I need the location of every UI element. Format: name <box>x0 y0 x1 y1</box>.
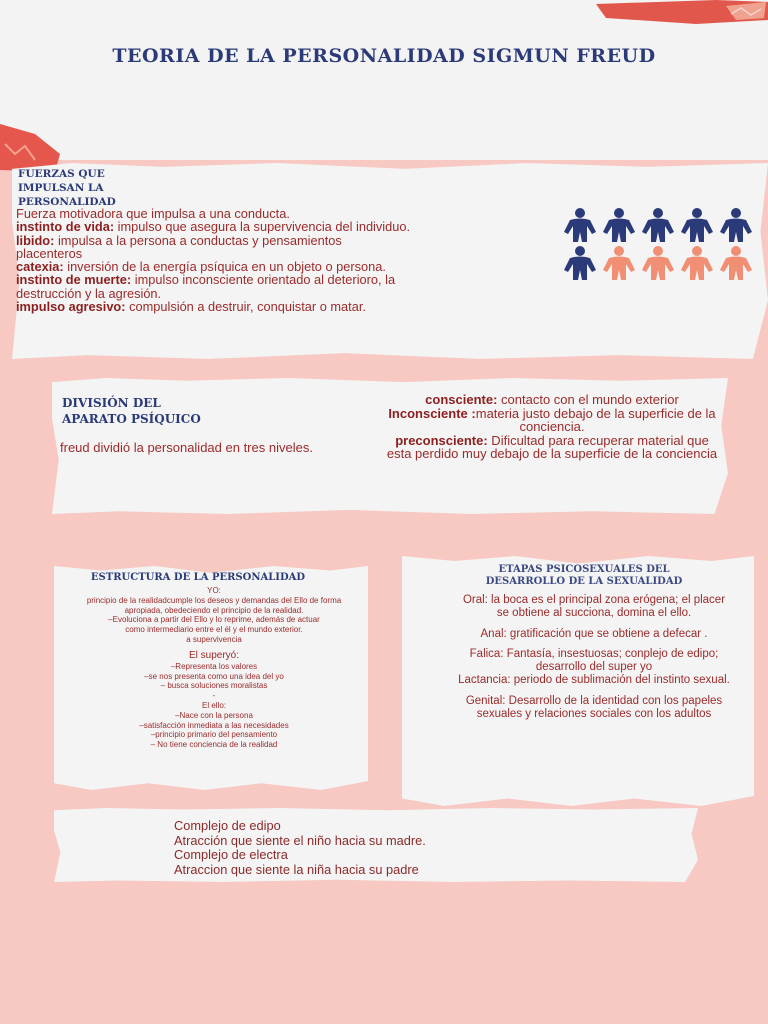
person-icon <box>720 246 752 280</box>
ello-line: – No tiene conciencia de la realidad <box>150 740 278 750</box>
edipo-line: Complejo de electra <box>174 847 288 862</box>
ello-line: –satisfacción inmediata a las necesidades <box>139 720 289 730</box>
superyo-title: El superyó: <box>188 649 240 661</box>
fuerza-item: libido: impulsa a la persona a conductas y pensamientos placenteros <box>16 232 342 261</box>
edipo-body <box>174 819 614 877</box>
person-icon <box>642 246 674 280</box>
etapas-body <box>456 594 732 728</box>
division-text: freud dividió la personalidad en tres niveles. <box>60 440 313 455</box>
yo-line: como intermediario entre el él y el mundo exterior. <box>125 625 303 635</box>
yo-line: principio de la realidadcumple los deseos y demandas del Ello de forma apropiada, obedeciendo el principio de la realidad. <box>86 595 342 615</box>
etapa-item: Genital: Desarrollo de la identidad con los papeles sexuales y relaciones sociales con los adultos <box>465 694 723 720</box>
etapa-item: Oral: la boca es el principal zona erógena; el placer se obtiene al succiona, domina el ello. <box>462 594 726 619</box>
person-icon <box>603 208 635 242</box>
fuerzas-heading: FUERZAS QUE IMPULSAN LA PERSONALIDAD <box>18 168 116 208</box>
person-icon <box>720 208 752 242</box>
ello-line: –principio primario del pensamiento <box>150 730 278 740</box>
level-item: preconsciente: Dificultad para recuperar material que esta perdido muy debajo de la superficie de la conciencia <box>386 432 718 461</box>
level-item: consciente: contacto con el mundo exterior <box>425 392 679 407</box>
header-band <box>0 0 768 160</box>
superyo-line: – busca soluciones moralistas <box>160 681 268 691</box>
level-item: Inconsciente :materia justo debajo de la superficie de la conciencia. <box>388 405 716 434</box>
etapas-heading: ETAPAS PSICOSEXUALES DEL DESARROLLO DE LA SEXUALIDAD <box>485 564 683 587</box>
estructura-heading: ESTRUCTURA DE LA PERSONALIDAD <box>90 572 306 583</box>
edipo-line: Complejo de edipo <box>174 818 281 833</box>
ello-title: El ello: <box>201 700 226 710</box>
person-icon <box>642 208 674 242</box>
decor-strip-top-right <box>596 0 768 24</box>
edipo-line: Atraccion que siente la niña hacia su padre <box>174 861 419 877</box>
yo-line: a supervivencia <box>186 634 242 644</box>
fuerza-item: impulso agresivo: compulsión a destruir, conquistar o matar. <box>16 299 366 315</box>
superyo-line: –se nos presenta como una idea del yo <box>144 671 284 681</box>
fuerzas-intro: Fuerza motivadora que impulsa a una conducta. <box>16 206 290 221</box>
yo-line: –Evoluciona a partir del Ello y lo reprime, además de actuar <box>108 615 320 625</box>
person-icon <box>681 208 713 242</box>
estructura-body <box>68 586 360 750</box>
ello-line: –Nace con la persona <box>175 710 253 720</box>
fuerza-item: instinto de muerte: impulso inconsciente orientado al deterioro, la destrucción y la agresión. <box>16 272 396 301</box>
person-icon <box>564 246 596 280</box>
yo-title: YO: <box>207 586 221 595</box>
etapa-item: Falica: Fantasía, insestuosas; conplejo de edipo; desarrollo del super yo Lactancia: periodo de sublimación del instinto sexual. <box>458 648 730 686</box>
superyo-line: –Representa los valores <box>170 661 258 671</box>
people-icon-grid <box>560 208 760 288</box>
page-title: TEORIA DE LA PERSONALIDAD SIGMUN FREUD <box>112 45 656 67</box>
edipo-line: Atracción que siente el niño hacia su madre. <box>174 832 426 848</box>
levels-list <box>384 393 720 461</box>
etapa-item: Anal: gratificación que se obtiene a defecar . <box>480 627 708 640</box>
division-heading: DIVISIÓN DEL APARATO PSÍQUICO <box>62 396 201 426</box>
person-icon <box>603 246 635 280</box>
fuerzas-body <box>16 207 411 313</box>
fuerza-item: catexia: inversión de la energía psíquica en un objeto o persona. <box>16 259 386 275</box>
fuerza-item: instinto de vida: impulso que asegura la supervivencia del individuo. <box>16 219 411 235</box>
person-icon <box>681 246 713 280</box>
superyo-line: - <box>212 691 216 701</box>
person-icon <box>564 208 596 242</box>
